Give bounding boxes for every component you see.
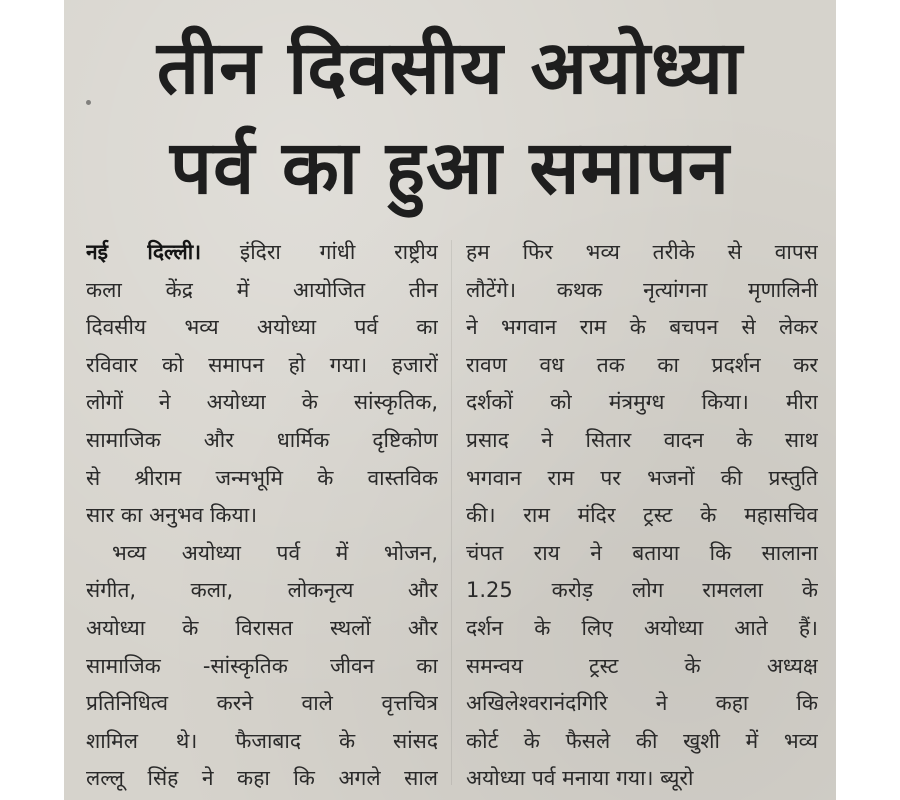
article-line: अयोध्या के विरासत स्थलों और [86,615,438,640]
newspaper-clipping [64,0,836,800]
article-line: संगीत, कला, लोकनृत्य और [86,578,438,603]
article-line: सार का अनुभव किया। [86,503,258,528]
article-line: चंपत राय ने बताया कि सालाना [466,540,818,565]
article-line: सामाजिक -सांस्कृतिक जीवन का [86,653,438,678]
article-line: कोर्ट के फैसले की खुशी में भव्य [466,728,818,753]
article-line: 1.25 करोड़ लोग रामलला के [466,578,818,603]
article-line: भव्य अयोध्या पर्व में भोजन, [112,540,438,565]
article-line: लोगों ने अयोध्या के सांस्कृतिक, [86,390,438,415]
article-line: लौटेंगे। कथक नृत्यांगना मृणालिनी [466,277,818,302]
headline-line-1: तीन दिवसीय अयोध्या [156,25,744,111]
article-line: ने भगवान राम के बचपन से लेकर [466,315,818,340]
article-line: लल्लू सिंह ने कहा कि अगले साल [86,766,438,791]
article-line: शामिल थे। फैजाबाद के सांसद [86,728,438,753]
article-line: समन्वय ट्रस्ट के अध्यक्ष [466,653,818,678]
article-column-right [466,234,818,798]
article-line: प्रतिनिधित्व करने वाले वृत्तचित्र [86,691,438,716]
article-line: की। राम मंदिर ट्रस्ट के महासचिव [466,503,818,528]
headline-line-2: पर्व का हुआ समापन [170,125,730,211]
article-line: हम फिर भव्य तरीके से वापस [466,240,818,264]
article-line-text: इंदिरा गांधी राष्ट्रीय [239,240,438,264]
article-line [86,234,438,272]
article-line: दर्शन के लिए अयोध्या आते हैं। [466,615,818,640]
article-line: रावण वध तक का प्रदर्शन कर [466,352,818,377]
article-line: रविवार को समापन हो गया। हजारों [86,352,438,377]
article-line: अयोध्या पर्व मनाया गया। ब्यूरो [466,766,694,791]
article-line: सामाजिक और धार्मिक दृष्टिकोण [86,427,438,452]
article-line: अखिलेश्वरानंदगिरि ने कहा कि [466,691,818,716]
column-divider [451,240,452,785]
article-line: भगवान राम पर भजनों की प्रस्तुति [466,465,818,490]
article-line: दिवसीय भव्य अयोध्या पर्व का [86,315,438,340]
article-line: से श्रीराम जन्मभूमि के वास्तविक [86,465,438,490]
article-line: प्रसाद ने सितार वादन के साथ [466,427,818,452]
article-line: दर्शकों को मंत्रमुग्ध किया। मीरा [466,390,818,415]
article-column-left [86,234,438,798]
article-line: कला केंद्र में आयोजित तीन [86,277,438,302]
dateline: नई दिल्ली। [86,240,202,264]
